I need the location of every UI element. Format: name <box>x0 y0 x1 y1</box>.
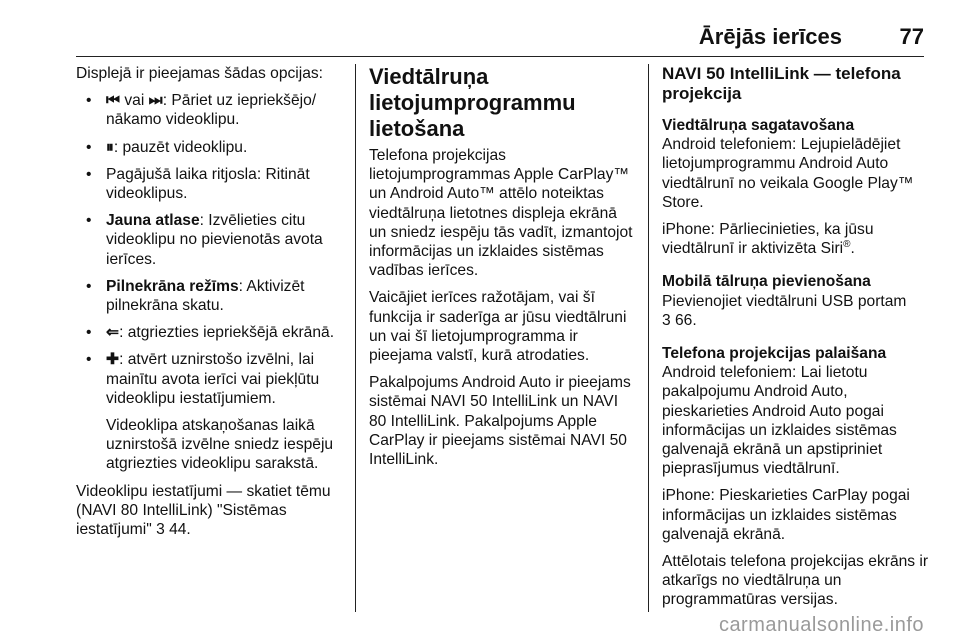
subsection-heading: Mobilā tālruņa pievienošana <box>662 273 871 291</box>
page-reference: 3 66. <box>662 311 697 329</box>
skip-next-icon: ⏭ <box>148 92 163 110</box>
paragraph <box>662 220 930 258</box>
plus-icon: ✚ <box>106 351 120 369</box>
bullet-text: : Izvēlieties citu videoklipu no pievienotās avota ierīces. <box>106 212 323 268</box>
bullet-connector: vai <box>120 92 149 110</box>
bullet-pause <box>76 138 348 157</box>
bullet-text: : Aktivizēt pilnekrāna skatu. <box>106 277 305 315</box>
paragraph: Attēlotais telefona projekcijas ekrāns ir atkarīgs no viedtālruņa un programmatūras versijas. <box>662 553 929 609</box>
column-divider-right <box>648 64 649 612</box>
subsection-heading: Telefona projekcijas palaišana <box>662 345 887 363</box>
section-heading: Viedtālruņa lietojumprogrammu lietošana <box>369 64 576 141</box>
bullet-text: : Pāriet uz iepriekšējo/ nākamo videoklipu. <box>106 92 317 129</box>
paragraph: Telefona projekcijas lietojumprogrammas Apple CarPlay™ un Android Auto™ attēlo noteiktas viedtālruņa lietotnes displeja ekrānā un sniedz iespēju tās vadīt, izmantojot informācijas un izklaides sistēmas vadības ierīces. <box>369 147 633 280</box>
paragraph-text: Pievienojiet viedtālruni USB portam <box>662 292 907 310</box>
bullet-text: Pagājušā laika ritjosla: Ritināt videoklipus. <box>106 165 310 203</box>
header-rule <box>76 56 924 57</box>
subsection-heading: Viedtālruņa sagatavošana <box>662 117 855 134</box>
bullet-text: : atgriezties iepriekšējā ekrānā. <box>119 324 335 342</box>
page-number: 77 <box>899 24 924 49</box>
page-reference: 3 44. <box>156 521 191 539</box>
outro-text <box>76 482 348 540</box>
paragraph: Android telefoniem: Lai lietotu pakalpojumu Android Auto, pieskarieties Android Auto pogai informācijas un izklaides sistēmas galvenajā ekrānā un apstipriniet pieprasījumus viedtālrunī. <box>662 364 897 478</box>
bullet-prev-next <box>76 91 348 129</box>
section-heading: NAVI 50 IntelliLink — telefona projekcija <box>662 64 901 103</box>
paragraph <box>662 292 930 330</box>
bullet-back <box>76 323 348 342</box>
paragraph: iPhone: Pieskarieties CarPlay pogai informācijas un izklaides sistēmas galvenajā ekrānā. <box>662 487 910 543</box>
watermark: carmanualsonline.info <box>718 614 924 636</box>
paragraph: Vaicājiet ierīces ražotājam, vai šī funkcija ir saderīga ar jūsu viedtālruni un vai šī lietojumprogramma ir pieejama valstī, kurā atrodaties. <box>369 289 627 365</box>
bullet-progress-bar <box>76 165 348 203</box>
column-middle <box>369 64 635 477</box>
page-title: Ārējās ierīces <box>698 24 842 49</box>
bullet-sub-text: Videoklipa atskaņošanas laikā uznirstošā izvēlne sniedz iespēju atgriezties videoklipu sarakstā. <box>106 417 334 473</box>
bullet-fullscreen <box>76 277 348 315</box>
paragraph-end: . <box>850 240 855 258</box>
bullet-text: : pauzēt videoklipu. <box>113 138 248 156</box>
skip-previous-icon: ⏮ <box>106 92 121 110</box>
column-left <box>76 64 348 547</box>
bullet-term: Jauna atlase <box>106 212 200 230</box>
paragraph-text: iPhone: Pārliecinieties, ka jūsu viedtālrunī ir aktivizēta Siri <box>662 221 874 258</box>
bullet-popup-menu <box>76 350 348 408</box>
column-divider-left <box>355 64 356 612</box>
intro-text: Displejā ir pieejamas šādas opcijas: <box>76 65 324 82</box>
back-arrow-icon: ⇐ <box>106 324 120 342</box>
bullet-term: Pilnekrāna režīms <box>106 277 239 295</box>
outro-body: Videoklipu iestatījumi — skatiet tēmu (NAVI 80 IntelliLink) "Sistēmas iestatījumi" <box>76 482 331 539</box>
paragraph: Android telefoniem: Lejupielādējiet lietojumprogrammu Android Auto viedtālrunī no veikala Google Play™ Store. <box>662 136 914 211</box>
paragraph: Pakalpojums Android Auto ir pieejams sistēmai NAVI 50 IntelliLink un NAVI 80 IntelliLink. Pakalpojums Apple CarPlay ir pieejams sistēmai NAVI 50 IntelliLink. <box>369 374 631 469</box>
pause-icon: ⏸ <box>106 138 114 156</box>
bullet-text: : atvērt uznirstošo izvēlni, lai mainītu avota ierīci vai piekļūtu videoklipu iestatījumiem. <box>106 351 320 407</box>
bullet-new-selection <box>76 211 348 269</box>
column-right <box>662 64 930 618</box>
page-header <box>0 0 960 52</box>
registered-mark: ® <box>843 239 851 251</box>
